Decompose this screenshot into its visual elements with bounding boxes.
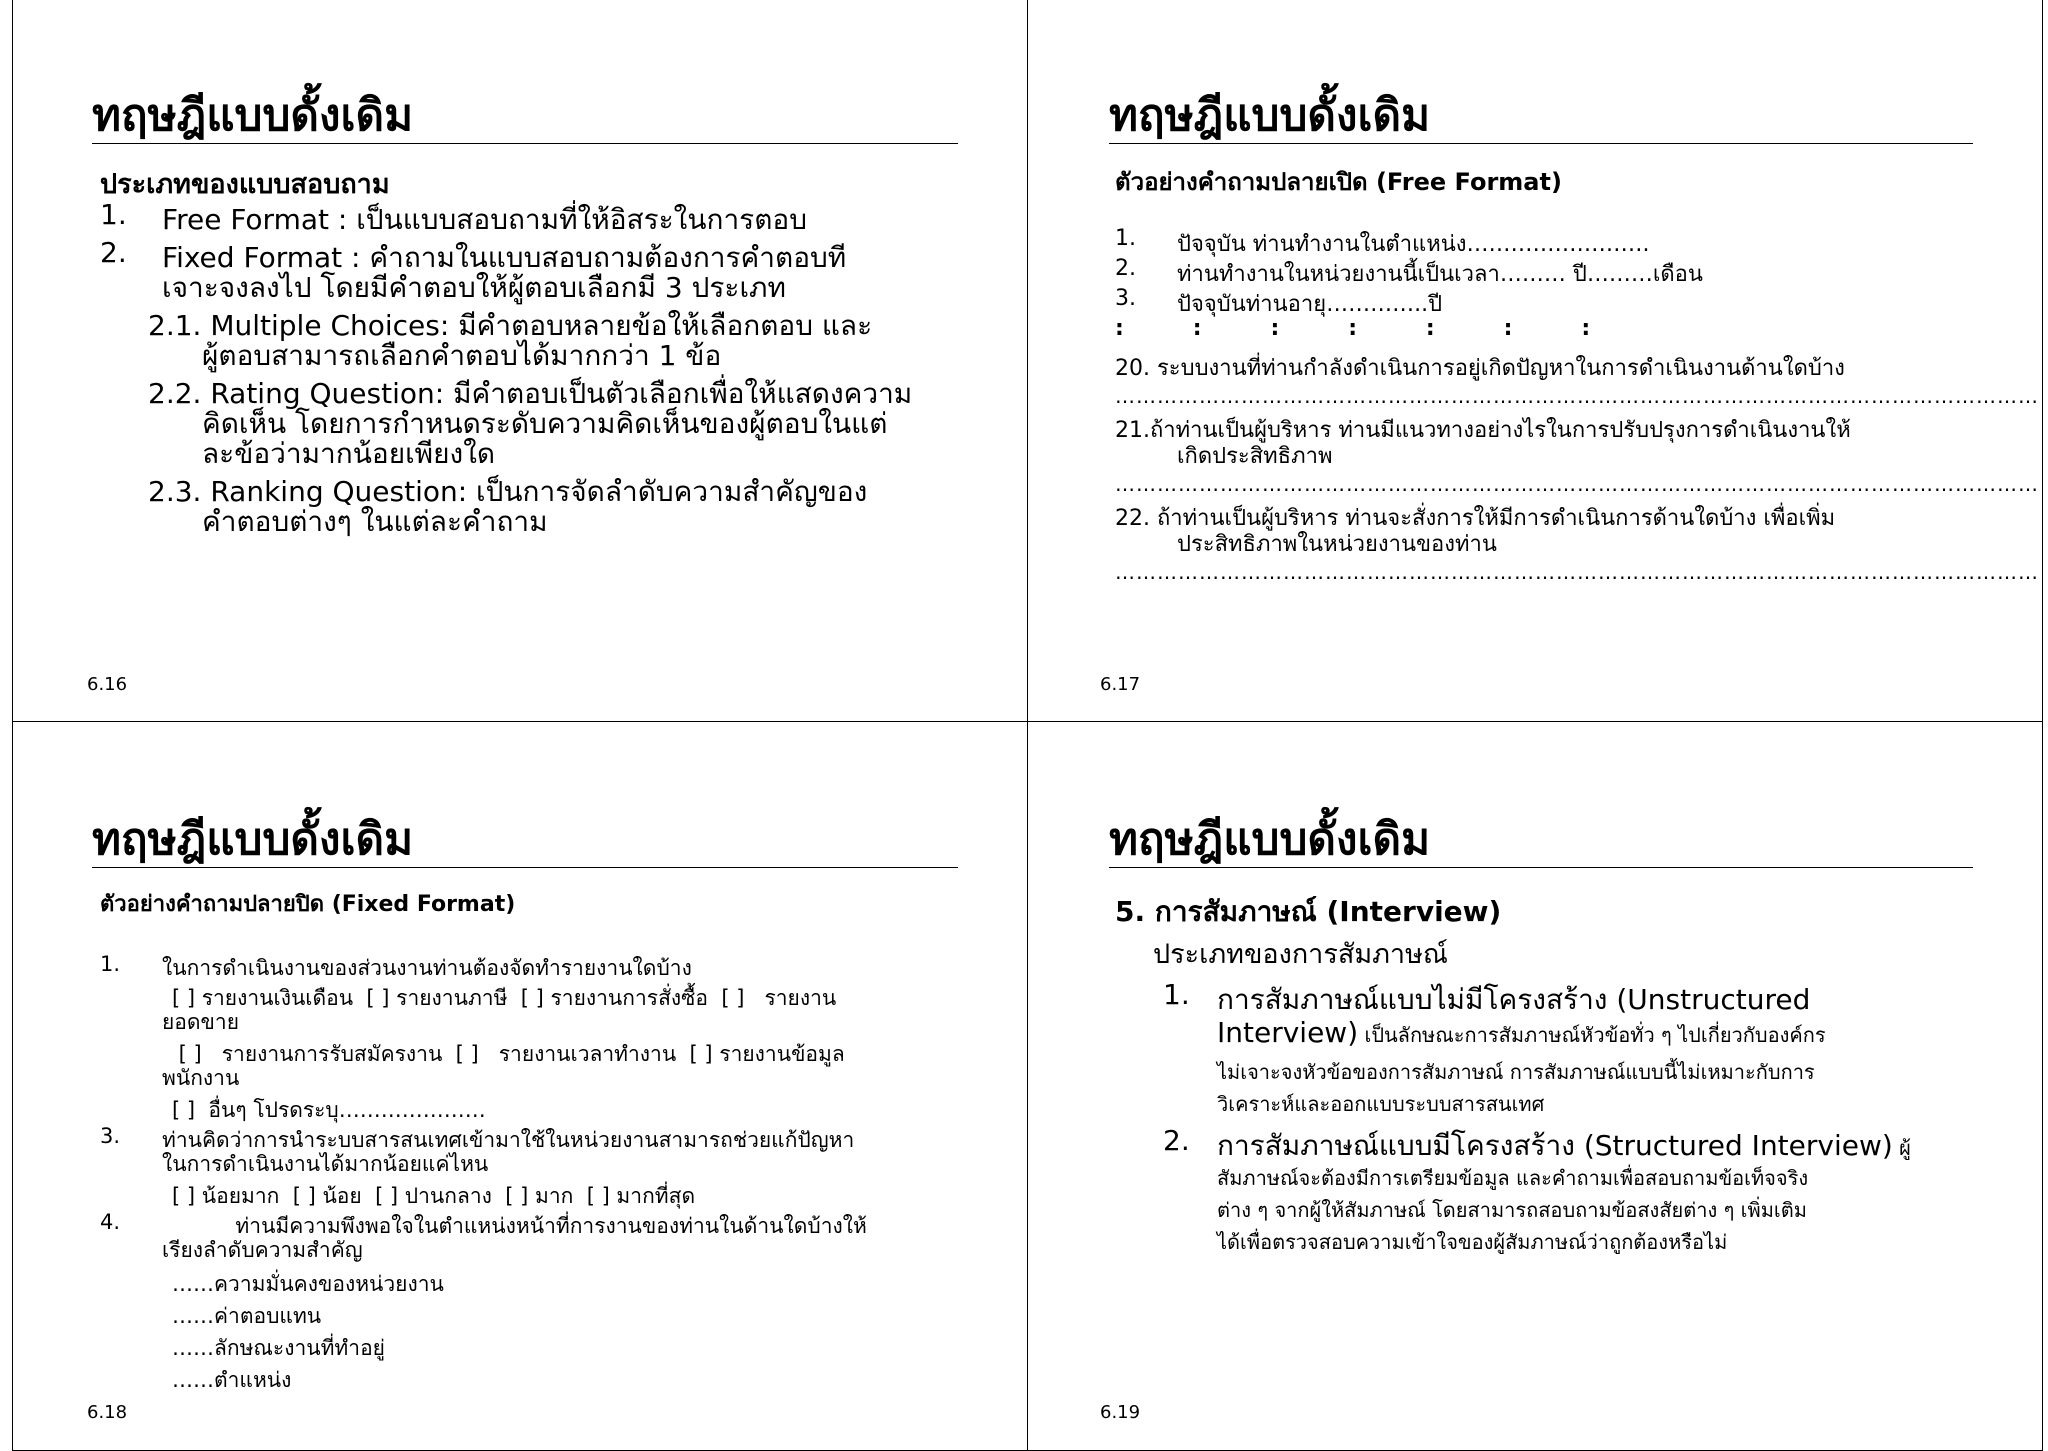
section-heading: ตัวอย่างคำถามปลายปิด (Fixed Format)	[100, 892, 516, 917]
question-number: 1.	[100, 952, 121, 976]
section-heading: ตัวอย่างคำถามปลายเปิด (Free Format)	[1115, 168, 1562, 196]
subitem-text-cont: คิดเห็น โดยการกำหนดระดับความคิดเห็นของผู้ตอบในแต่	[202, 407, 888, 440]
ranking-option: ……ลักษณะงานที่ทำอยู่	[172, 1336, 385, 1360]
list-item-text: Fixed Format : คำถามในแบบสอบถามต้องการคำตอบที	[162, 241, 847, 274]
list-item-text: Free Format : เป็นแบบสอบถามที่ให้อิสระในการตอบ	[162, 203, 807, 236]
question-number: 4.	[100, 1210, 121, 1234]
question-text: ท่านมีความพึงพอใจในตำแหน่งหน้าที่การงานของท่านในด้านใดบ้างให้	[162, 1214, 867, 1238]
list-item-text-cont: ไม่เจาะจงหัวข้อของการสัมภาษณ์ การสัมภาษณ์แบบนี้ไม่เหมาะกับการ	[1217, 1060, 1815, 1084]
checkbox-options: [ ] รายงานการรับสมัครงาน [ ] รายงานเวลาทำงาน [ ] รายงานข้อมูล	[172, 1042, 845, 1066]
question-number: 3.	[1115, 286, 1136, 311]
ranking-option: ……ความมั่นคงของหน่วยงาน	[172, 1272, 444, 1296]
question-text-cont: ในการดำเนินงานได้มากน้อยแค่ไหน	[162, 1152, 489, 1176]
slide-title: ทฤษฎีแบบดั้งเดิม	[92, 90, 414, 141]
checkbox-options-cont: ยอดขาย	[162, 1010, 240, 1034]
page-number: 6.19	[1100, 1402, 1141, 1423]
list-item-number: 1.	[100, 198, 127, 231]
answer-dotline: ……………………………………………………………………………………………………………………	[1115, 560, 2039, 584]
question-number: 2.	[1115, 256, 1136, 281]
question-text: 20. ระบบงานที่ท่านกำลังดำเนินการอยู่เกิดปัญหาในการดำเนินงานด้านใดบ้าง	[1115, 356, 1845, 381]
question-text: 21.ถ้าท่านเป็นผู้บริหาร ท่านมีแนวทางอย่างไรในการปรับปรุงการดำเนินงานให้	[1115, 418, 1851, 443]
list-item-lead: การสัมภาษณ์แบบมีโครงสร้าง (Structured Interview)	[1217, 1129, 1893, 1162]
question-text: ท่านทำงานในหน่วยงานนี้เป็นเวลา……… ปี………เดือน	[1177, 262, 1703, 287]
answer-dotline: ……………………………………………………………………………………………………………………	[1115, 384, 2039, 408]
subitem-text-cont: ละข้อว่ามากน้อยเพียงใด	[202, 437, 496, 470]
question-text: ในการดำเนินงานของส่วนงานท่านต้องจัดทำรายงานใดบ้าง	[162, 956, 692, 980]
checkbox-options: [ ] รายงานเงินเดือน [ ] รายงานภาษี [ ] รายงานการสั่งซื้อ [ ] รายงาน	[172, 986, 837, 1010]
page-number: 6.18	[87, 1402, 128, 1423]
question-text-cont: ประสิทธิภาพในหน่วยงานของท่าน	[1177, 532, 1497, 557]
subitem-text-cont: คำตอบต่างๆ ในแต่ละคำถาม	[202, 505, 548, 538]
page-number: 6.17	[1100, 674, 1141, 695]
page-number: 6.16	[87, 674, 128, 695]
question-text: ปัจจุบันท่านอายุ…………..ปี	[1177, 292, 1443, 317]
title-underline	[92, 867, 958, 868]
section-heading: ประเภทของแบบสอบถาม	[100, 169, 390, 200]
question-text: 22. ถ้าท่านเป็นผู้บริหาร ท่านจะสั่งการให้มีการดำเนินการด้านใดบ้าง เพื่อเพิ่ม	[1115, 506, 1836, 531]
list-item-number: 2.	[1163, 1124, 1190, 1157]
list-item-text-cont: ต่าง ๆ จากผู้ให้สัมภาษณ์ โดยสามารถสอบถามข้อสงสัยต่าง ๆ เพิ่มเติม	[1217, 1198, 1807, 1222]
section-heading: 5. การสัมภาษณ์ (Interview)	[1115, 895, 1502, 928]
question-number: 1.	[1115, 226, 1136, 251]
title-underline	[92, 143, 958, 144]
slide-6-19	[1027, 722, 2043, 1448]
slide-title: ทฤษฎีแบบดั้งเดิม	[1109, 814, 1431, 865]
slide-6-16	[12, 0, 1028, 722]
title-underline	[1109, 867, 1973, 868]
rating-options: [ ] น้อยมาก [ ] น้อย [ ] ปานกลาง [ ] มาก [ ] มากที่สุด	[172, 1184, 696, 1208]
question-text: ปัจจุบัน ท่านทำงานในตำแหน่ง…………………….	[1177, 232, 1650, 257]
slide-title: ทฤษฎีแบบดั้งเดิม	[92, 814, 414, 865]
slide-6-18	[12, 722, 1028, 1448]
list-item-text-cont: เจาะจงลงไป โดยมีคำตอบให้ผู้ตอบเลือกมี 3 ประเภท	[162, 271, 786, 304]
subitem-text: 2.2. Rating Question: มีคำตอบเป็นตัวเลือกเพื่อให้แสดงความ	[148, 377, 913, 410]
ranking-option: ……ค่าตอบแทน	[172, 1304, 322, 1328]
checkbox-options-cont: พนักงาน	[162, 1066, 240, 1090]
subheading: ประเภทของการสัมภาษณ์	[1153, 939, 1448, 970]
list-item-rest: ผู้	[1892, 1136, 1911, 1160]
slide-6-17	[1027, 0, 2043, 722]
ellipsis-colons: : : : : : : :	[1115, 316, 1591, 341]
list-item-number: 2.	[100, 236, 127, 269]
question-text: ท่านคิดว่าการนำระบบสารสนเทศเข้ามาใช้ในหน่วยงานสามารถช่วยแก้ปัญหา	[162, 1128, 855, 1152]
list-item-text-cont: วิเคราะห์และออกแบบระบบสารสนเทศ	[1217, 1092, 1545, 1116]
subitem-text: 2.1. Multiple Choices: มีคำตอบหลายข้อให้เลือกตอบ และ	[148, 309, 873, 342]
title-underline	[1109, 143, 1973, 144]
checkbox-options: [ ] อื่นๆ โปรดระบุ…………………	[172, 1098, 486, 1122]
question-text-cont: เรียงลำดับความสำคัญ	[162, 1238, 363, 1262]
question-number: 3.	[100, 1124, 121, 1148]
list-item-text-cont: ได้เพื่อตรวจสอบความเข้าใจของผู้สัมภาษณ์ว่าถูกต้องหรือไม่	[1217, 1230, 1728, 1254]
list-item-lead-cont: Interview)	[1217, 1016, 1359, 1049]
question-text-cont: เกิดประสิทธิภาพ	[1177, 444, 1333, 469]
list-item-lead: การสัมภาษณ์แบบไม่มีโครงสร้าง (Unstructured	[1217, 983, 1811, 1016]
answer-dotline: ……………………………………………………………………………………………………………………	[1115, 472, 2039, 496]
slide-title: ทฤษฎีแบบดั้งเดิม	[1109, 90, 1431, 141]
list-item-text-cont: สัมภาษณ์จะต้องมีการเตรียมข้อมูล และคำถามเพื่อสอบถามข้อเท็จจริง	[1217, 1166, 1809, 1190]
list-item-rest: เป็นลักษณะการสัมภาษณ์หัวข้อทั่ว ๆ ไปเกี่ยวกับองค์กร	[1358, 1023, 1826, 1047]
list-item-line	[1217, 1016, 1826, 1051]
subitem-text: 2.3. Ranking Question: เป็นการจัดลำดับความสำคัญของ	[148, 475, 868, 508]
list-item-number: 1.	[1163, 978, 1190, 1011]
subitem-text-cont: ผู้ตอบสามารถเลือกคำตอบได้มากกว่า 1 ข้อ	[202, 339, 722, 372]
ranking-option: ……ตำแหน่ง	[172, 1368, 292, 1392]
